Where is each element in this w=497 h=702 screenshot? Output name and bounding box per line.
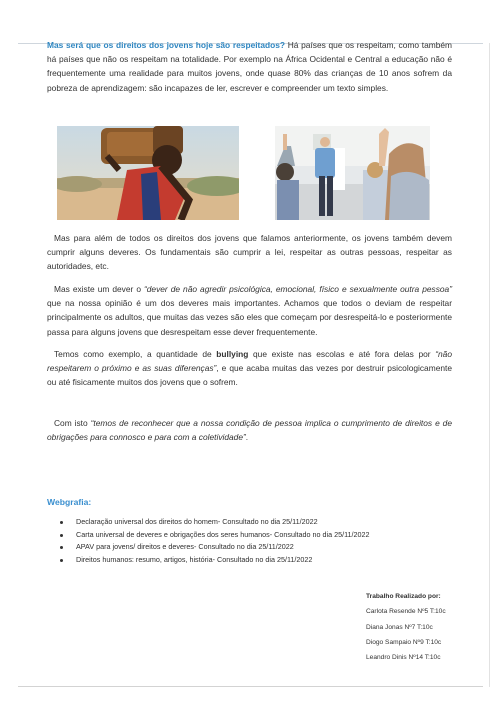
conclusao-paragraph bbox=[47, 416, 452, 444]
intro-paragraph bbox=[47, 38, 452, 95]
intro-text: Há países que os respeitam, como também há países que não os respeitam na totalidade. Por exemplo na África Ocidental e Central a educação não é frequentemente uma realidade para muitos jovens, onde quase 80% das crianças de 10 anos sofrem da pobreza de aprendizagem: são incapazes de ler, escrever e compreender um texto simples. bbox=[47, 40, 453, 93]
dever-text-a: Mas existe um dever o bbox=[54, 284, 144, 294]
right-rule bbox=[489, 43, 490, 687]
credits-name: Carlota Resende Nº5 T:10c bbox=[366, 608, 446, 616]
bullet-icon bbox=[60, 559, 63, 562]
credits-name: Diana Jonas Nº7 T:10c bbox=[366, 623, 433, 631]
bullet-icon bbox=[60, 546, 63, 549]
intro-question: Mas será que os direitos dos jovens hoje são respeitados? bbox=[47, 40, 286, 50]
webgrafia-heading: Webgrafia: bbox=[47, 497, 92, 507]
credits-name: Leandro Dinis Nº14 T:10c bbox=[366, 654, 441, 662]
bottom-rule bbox=[18, 686, 483, 687]
bullying-quote: “não respeitarem o próximo e as suas diferenças” bbox=[47, 349, 452, 374]
conclusao-text-b: . bbox=[245, 432, 249, 443]
webgrafia-item: APAV para jovens/ direitos e deveres- Consultado no dia 25/11/2022 bbox=[54, 541, 370, 554]
webgrafia-item: Carta universal de deveres e obrigações dos seres humanos- Consultado no dia 25/11/2022 bbox=[54, 529, 370, 542]
child-carrying-load-photo bbox=[57, 126, 239, 220]
bullet-icon bbox=[60, 534, 63, 537]
bullet-icon bbox=[60, 521, 63, 524]
credits-block bbox=[366, 589, 446, 665]
webgrafia-item: Direitos humanos: resumo, artigos, história- Consultado no dia 25/11/2022 bbox=[54, 554, 370, 567]
webgrafia-list bbox=[54, 516, 370, 566]
bullying-text-b: que existe nas escolas e até fora delas por bbox=[248, 349, 436, 359]
conclusao-text-a: Com isto bbox=[54, 418, 91, 428]
deveres-paragraph bbox=[47, 231, 452, 274]
bullying-word: bullying bbox=[216, 349, 249, 359]
bullying-paragraph bbox=[47, 347, 452, 390]
dever-text-b: que na nossa opinião é um dos deveres mais importantes. Achamos que todos o deviam de respeitar principalmente os adultos, que muitas das vezes são eles que começam por desrespeitá-lo e posteriormente passa para alguns jovens que desrespeitam esse dever frequentemente. bbox=[47, 298, 452, 337]
deveres-text: Mas para além de todos os direitos dos jovens que falamos anteriormente, os jovens também devem cumprir alguns deveres. Os fundamentais são cumprir a lei, respeitar as outras pessoas, respeitar as autoridades, etc. bbox=[47, 233, 452, 272]
credits-title: Trabalho Realizado por: bbox=[366, 593, 441, 600]
classroom-raised-hands-photo bbox=[275, 126, 430, 220]
bullying-text-c: , e que acaba muitas das vezes por destruir psicologicamente ou até fisicamente muitos dos jovens que o sofrem. bbox=[47, 363, 452, 388]
dever-paragraph bbox=[47, 282, 452, 339]
conclusao-quote: “temos de reconhecer que a nossa condição de pessoa implica o cumprimento de direitos e de obrigações para connosco e para com a coletividade” bbox=[47, 418, 452, 443]
bullying-text-a: Temos como exemplo, a quantidade de bbox=[54, 349, 217, 359]
credits-name: Diogo Sampaio Nº9 T:10c bbox=[366, 638, 442, 646]
webgrafia-item: Declaração universal dos direitos do homem- Consultado no dia 25/11/2022 bbox=[54, 516, 370, 529]
dever-quote: “dever de não agredir psicológica, emocional, físico e sexualmente outra pessoa” bbox=[143, 284, 452, 294]
